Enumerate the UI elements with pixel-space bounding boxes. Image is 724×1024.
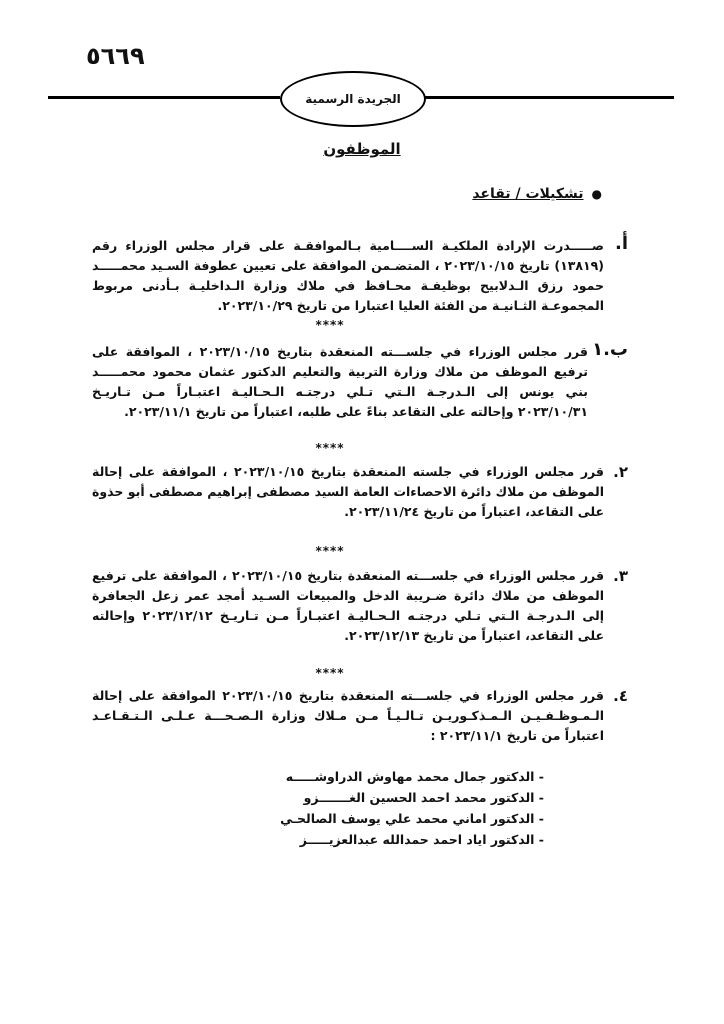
page-number: ٥٦٦٩: [86, 42, 145, 70]
entry-text: قرر مجلس الوزراء في جلســـته المنعقدة بتاريخ ٢٠٢٣/١٠/١٥ ، الموافقة على ترفيع الموظف من ملاك دائرة ضـريبة الدخل والمبيعات السـيد أمجد عمر زعل الجعافرة إلى الـدرجـة الـتي تـلي درجتـه الـحـاليـة اعتبـاراً مـن تـاريـخ ٢٠٢٣/١٢/١٢ وإحالته على التقاعد، اعتباراً من تاريخ ٢٠٢٣/١٢/١٣.: [92, 568, 605, 643]
subheading-title: تشكيلات / تقاعد: [472, 186, 584, 202]
entry-a: [92, 233, 628, 316]
entry-3: [92, 566, 628, 646]
entry-marker: ب.١: [592, 339, 628, 360]
entry-marker: أ.: [614, 233, 628, 254]
separator-4: ****: [315, 666, 345, 680]
separator-1: ****: [315, 318, 345, 332]
names-list: [280, 766, 544, 850]
section-title: الموظفون: [323, 140, 401, 158]
header-rule-right: [422, 96, 674, 99]
entry-text: قرر مجلس الوزراء في جلسته المنعقدة بتاريخ ٢٠٢٣/١٠/١٥ ، الموافقة على إحالة الموظف من ملاك دائرة الاحصاءات العامة السيد مصطفى إبراهيم مصطفى أبو حذوة على التقاعد، اعتباراً من تاريخ ٢٠٢٣/١١/٢٤.: [92, 464, 604, 519]
header-rule-left: [48, 96, 280, 99]
name-item: - الدكتور محمد احمد الحسين الغـــــــزو: [303, 790, 544, 805]
name-item: - الدكتور اياد احمد حمدالله عبدالعزيـــــز: [299, 832, 544, 847]
entry-text: صـــــدرت الإرادة الملكيـة الســــامية بـالموافقـة على قرار مجلس الوزراء رقم (١٣٨١٩) تاريخ ٢٠٢٣/١٠/١٥ ، المتضـمن الموافقة على تعيين عطوفة السـيد محمـــــد حمود رزق الـدلابيح بوظيفـة محـافظ في ملاك وزارة الـداخليـة بـأدنى مربوط المجموعـة الثـانيـة من الفئة العليا اعتبارا من تاريخ ٢٠٢٣/١٠/٢٩.: [92, 238, 604, 313]
subheading: [472, 186, 602, 202]
gazette-title: الجريدة الرسمية: [305, 92, 401, 106]
name-item: - الدكتور جمال محمد مهاوش الدراوشـــــه: [285, 769, 544, 784]
name-item: - الدكتور اماني محمد علي يوسف الصالحـي: [280, 811, 544, 826]
entry-4: [92, 686, 628, 746]
entry-marker: ٢.: [613, 463, 628, 481]
entry-text: قرر مجلس الوزراء في جلســـته المنعقدة بتاريخ ٢٠٢٣/١٠/١٥ ، الموافقة على ترفيع الموظف من ملاك وزارة التربية والتعليم الدكتور عثمان محمود محمـــــد بني يونس إلى الـدرجـة الـتي تـلي درجتـه الـحـاليـة اعتبـاراً مـن تـاريـخ ٢٠٢٣/١٠/٣١ وإحالته على التقاعد بناءً على طلبه، اعتباراً من تاريخ ٢٠٢٣/١١/١.: [92, 344, 588, 419]
entry-2: [92, 462, 628, 522]
separator-2: ****: [315, 441, 345, 455]
entry-b1: [92, 339, 628, 422]
entry-marker: ٤.: [613, 687, 628, 705]
bullet-icon: ●: [591, 187, 602, 201]
separator-3: ****: [315, 544, 345, 558]
gazette-title-oval: [280, 71, 426, 127]
entry-marker: ٣.: [613, 567, 628, 585]
entry-text: قرر مجلس الوزراء في جلســـته المنعقدة بتاريخ ٢٠٢٣/١٠/١٥ الموافقة على إحالة الـمـوظـفـيـن الـمـذكـوريـن تـالـيـاً مـن مـلاك وزارة الـصـحـــة عـلـى الـتـقـاعـد اعتباراً من تاريخ ٢٠٢٣/١١/١ :: [92, 688, 604, 743]
